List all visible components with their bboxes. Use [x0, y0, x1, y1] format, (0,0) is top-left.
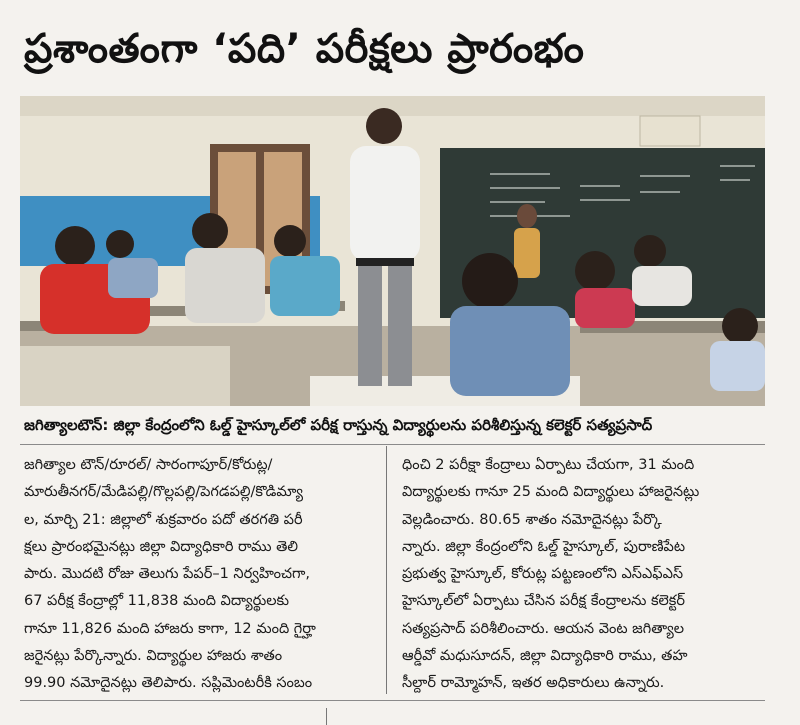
body-line: ఆర్డీవో మధుసూదన్, జిల్లా విద్యాధికారి రాము, తహ	[402, 648, 688, 665]
bottom-rule	[20, 700, 765, 701]
body-line: పారు. మొదటి రోజు తెలుగు పేపర్–1 నిర్వహించగా,	[24, 566, 311, 583]
body-line: 67 పరీక్ష కేంద్రాల్లో 11,838 మంది విద్యార్థులకు	[24, 593, 290, 610]
body-line: క్షలు ప్రారంభమైనట్లు జిల్లా విద్యాధికారి రాము తెలి	[24, 538, 299, 555]
body-line: గానూ 11,826 మంది హాజరు కాగా, 12 మంది గైర్హా	[24, 620, 316, 637]
body-line: న్నారు. జిల్లా కేంద్రంలోని ఓల్డ్ హైస్కూల్, పురాణిపేట	[402, 538, 686, 555]
body-line: సత్యప్రసాద్ పరిశీలించారు. ఆయన వెంట జగిత్యాల	[402, 620, 684, 637]
body-line: ప్రభుత్వ హైస్కూల్, కోరుట్ల పట్టణంలోని ఎస్ఎఫ్ఎస్	[402, 566, 684, 583]
photo-caption: జగిత్యాలటౌన్: జిల్లా కేంద్రంలోని ఓల్డ్ హైస్కూల్‌లో పరీక్ష రాస్తున్న విద్యార్థులను పరిశీలిస్తున్న కలెక్టర్ సత్యప్రసాద్	[24, 416, 653, 434]
body-line: సీల్దార్ రామ్మోహన్, ఇతర అధికారులు ఉన్నారు.	[402, 675, 665, 692]
body-line: మారుతీనగర్/మేడిపల్లి/గొల్లపల్లి/పెగడపల్లి/కొడిమ్యా	[24, 484, 304, 501]
body-line: ల, మార్చి 21: జిల్లాలో శుక్రవారం పదో తరగతి పరీ	[24, 511, 303, 528]
news-photo	[20, 96, 765, 406]
body-line: జరైనట్లు పేర్కొన్నారు. విద్యార్థుల హాజరు శాతం	[24, 648, 283, 665]
body-line: వెల్లడించారు. 80.65 శాతం నమోదైనట్లు పేర్కొ	[402, 511, 662, 528]
column-divider	[386, 446, 387, 694]
body-line: 99.90 నమోదైనట్లు తెలిపారు. సప్లిమెంటరీకి సంబం	[24, 675, 313, 692]
body-line: హైస్కూల్‌లో ఏర్పాటు చేసిన పరీక్ష కేంద్రాలను కలెక్టర్	[402, 593, 685, 610]
body-line: విద్యార్థులకు గానూ 25 మంది విద్యార్థులు హాజరైనట్లు	[402, 484, 700, 501]
body-line: జగిత్యాల టౌన్/రూరల్/ సారంగాపూర్/కోరుట్ల/	[24, 457, 273, 473]
headline: ప్రశాంతంగా ‘పది’ పరీక్షలు ప్రారంభం	[24, 26, 585, 72]
body-line: ధించి 2 పరీక్షా కేంద్రాలు ఏర్పాటు చేయగా, 31 మంది	[402, 457, 695, 473]
caption-rule	[20, 444, 765, 445]
article-body-right-column	[402, 452, 754, 702]
exam-hall-photo	[20, 96, 765, 406]
next-article-divider	[326, 708, 327, 725]
article-body-left-column	[24, 452, 376, 702]
